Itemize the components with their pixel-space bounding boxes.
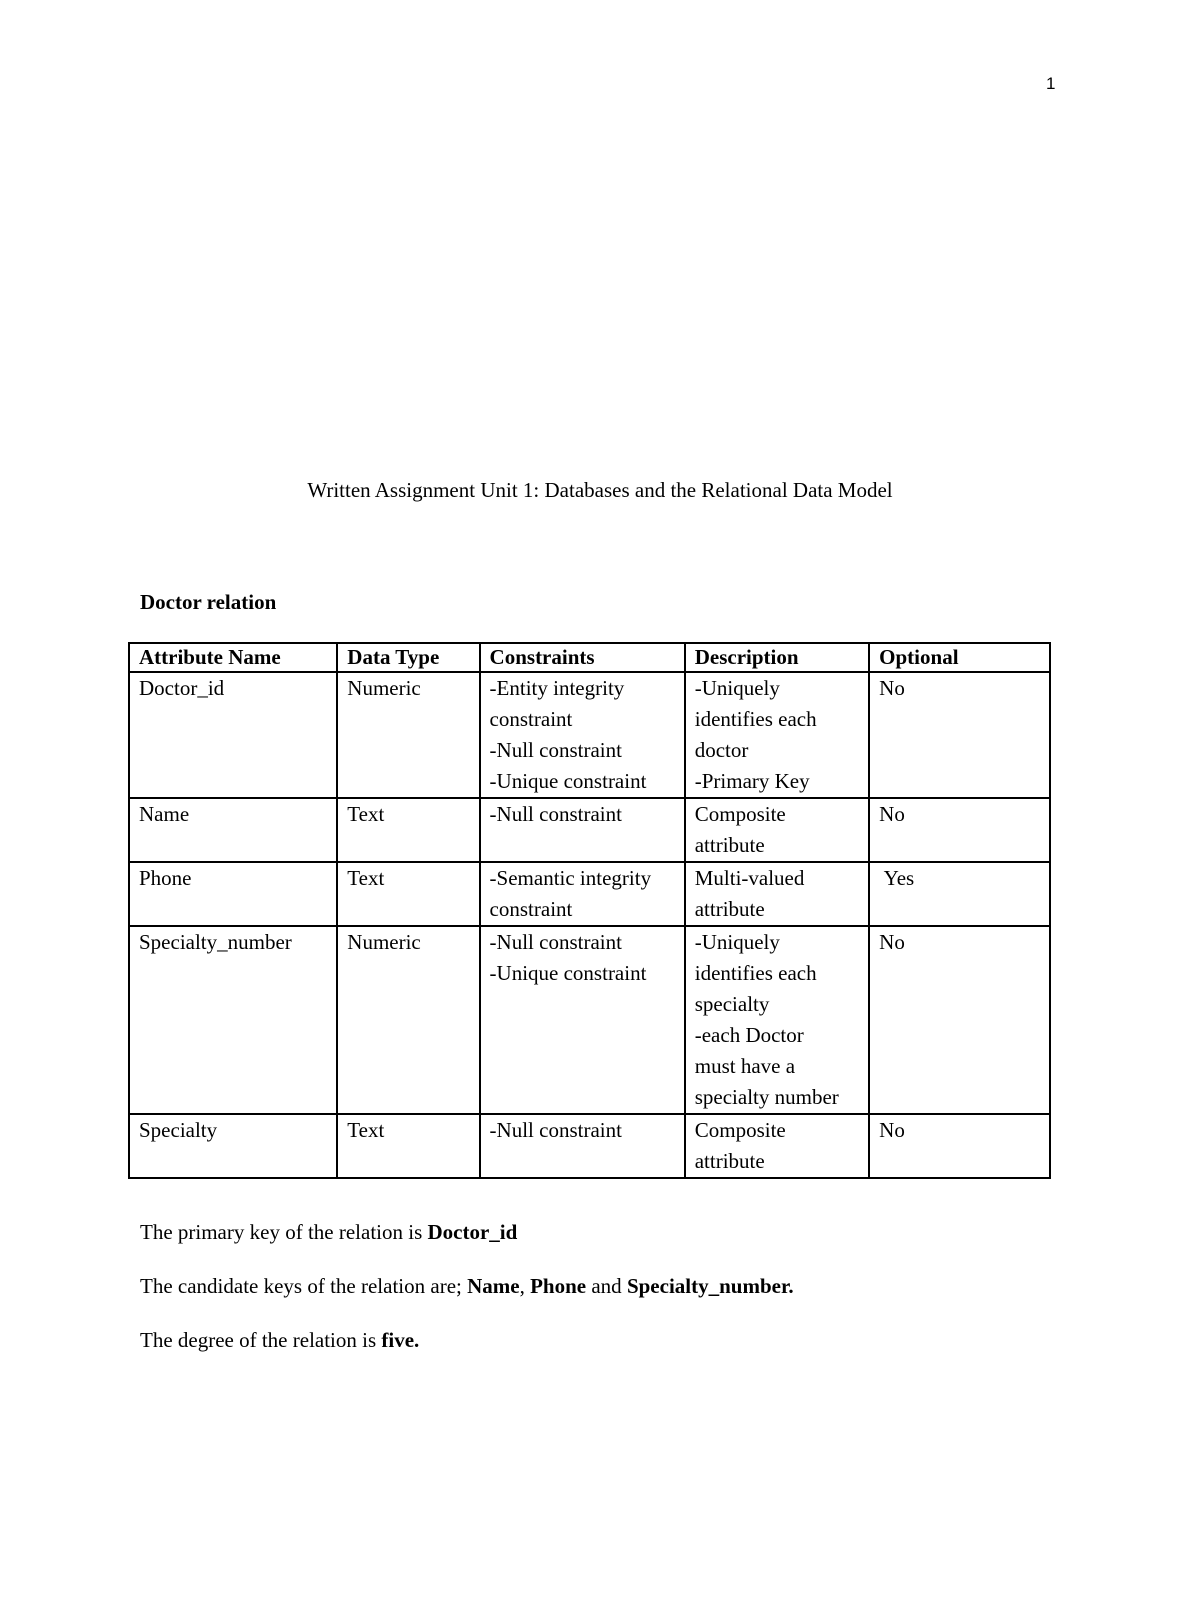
description-line: attribute [694,1149,765,1173]
cell-description [685,672,869,798]
description-line: doctor [694,738,749,762]
cell-attribute: Specialty [129,1114,337,1178]
primary-key-statement [140,1220,517,1245]
degree-prefix: The degree of the relation is [140,1328,382,1352]
constraint-line: -Null constraint [489,802,622,826]
description-line: identifies each [694,707,817,731]
description-line: -Primary Key [694,769,810,793]
description-line: -Uniquely [694,930,780,954]
cell-optional: No [869,798,1050,862]
description-line: attribute [694,897,765,921]
cell-constraints [480,798,685,862]
cell-optional: Yes [869,862,1050,926]
candidate-keys-prefix: The candidate keys of the relation are; [140,1274,468,1298]
constraint-line: -Semantic integrity [489,866,652,890]
document-title: Written Assignment Unit 1: Databases and the Relational Data Model [307,478,893,502]
candidate-keys-statement [140,1274,794,1299]
cell-attribute: Name [129,798,337,862]
cell-data-type: Numeric [337,926,479,1114]
constraint-line: -Unique constraint [489,769,647,793]
constraint-line: constraint [489,897,573,921]
candidate-and: and [586,1274,627,1298]
cell-attribute: Doctor_id [129,672,337,798]
header-description: Description [685,643,869,672]
description-line: -Uniquely [694,676,780,700]
table-row [129,1114,1050,1178]
description-line: attribute [694,833,765,857]
constraint-line: -Entity integrity [489,676,625,700]
cell-optional: No [869,1114,1050,1178]
primary-key-value: Doctor_id [427,1220,518,1244]
cell-constraints [480,672,685,798]
description-line: identifies each [694,961,817,985]
doctor-relation-table [128,642,1051,1179]
candidate-key-name: Name [467,1274,520,1298]
cell-data-type: Text [337,1114,479,1178]
cell-description [685,926,869,1114]
description-line: -each Doctor [694,1023,804,1047]
candidate-key-phone: Phone [530,1274,587,1298]
cell-data-type: Numeric [337,672,479,798]
header-optional: Optional [869,643,1050,672]
description-line: must have a [694,1054,796,1078]
cell-attribute: Phone [129,862,337,926]
description-line: specialty [694,992,770,1016]
cell-optional: No [869,672,1050,798]
constraint-line: -Null constraint [489,1118,622,1142]
table-header-row [129,643,1050,672]
cell-attribute: Specialty_number [129,926,337,1114]
cell-data-type: Text [337,862,479,926]
constraint-line: -Null constraint [489,930,622,954]
candidate-key-specialty-number: Specialty_number. [626,1274,794,1298]
table-row [129,672,1050,798]
cell-description [685,862,869,926]
primary-key-prefix: The primary key of the relation is [140,1220,428,1244]
cell-constraints [480,926,685,1114]
cell-constraints [480,1114,685,1178]
header-constraints: Constraints [480,643,685,672]
description-line: Composite [694,1118,786,1142]
cell-description [685,798,869,862]
cell-data-type: Text [337,798,479,862]
description-line: specialty number [694,1085,839,1109]
degree-value: five. [381,1328,420,1352]
table-row [129,926,1050,1114]
section-heading: Doctor relation [140,590,277,614]
constraint-line: constraint [489,707,573,731]
page-number: 1 [1046,74,1056,93]
cell-optional: No [869,926,1050,1114]
candidate-separator: , [519,1274,531,1298]
description-line: Multi-valued [694,866,805,890]
table-row [129,798,1050,862]
cell-constraints [480,862,685,926]
degree-statement [140,1328,419,1353]
constraint-line: -Null constraint [489,738,622,762]
description-line: Composite [694,802,786,826]
cell-description [685,1114,869,1178]
table-row [129,862,1050,926]
header-attribute-name: Attribute Name [129,643,337,672]
header-data-type: Data Type [337,643,479,672]
constraint-line: -Unique constraint [489,961,647,985]
